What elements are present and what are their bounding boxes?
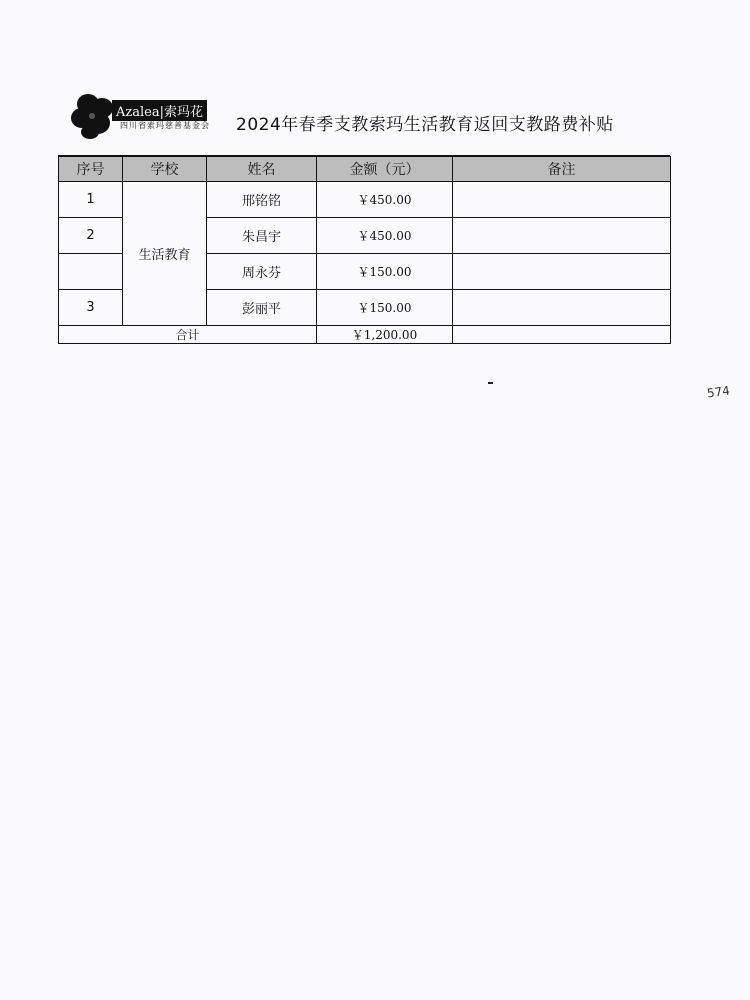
foundation-logo — [70, 90, 220, 150]
header-amount: 金额（元） — [317, 157, 453, 182]
row-name: 彭丽平 — [207, 290, 317, 326]
total-label: 合计 — [59, 326, 317, 344]
row-amount: ￥450.00 — [317, 182, 453, 218]
row-amount: ￥150.00 — [317, 290, 453, 326]
header-school: 学校 — [123, 157, 207, 182]
row-note — [453, 218, 671, 254]
row-no: 2 — [59, 218, 123, 254]
row-name: 朱昌宇 — [207, 218, 317, 254]
total-row — [59, 326, 671, 344]
subsidy-sheet — [58, 82, 670, 350]
header-no: 序号 — [59, 157, 123, 182]
azalea-flower-icon — [70, 90, 118, 140]
school-cell: 生活教育 — [123, 182, 207, 326]
header-name: 姓名 — [207, 157, 317, 182]
brand-name: Azalea|索玛花 — [112, 100, 207, 121]
row-no: 3 — [59, 290, 123, 326]
row-name: 周永芬 — [207, 254, 317, 290]
sheet-header — [58, 82, 670, 156]
row-amount: ￥450.00 — [317, 218, 453, 254]
row-amount: ￥150.00 — [317, 254, 453, 290]
row-no: 1 — [59, 182, 123, 218]
table-row — [59, 182, 671, 218]
row-note — [453, 182, 671, 218]
handwritten-note: 574 — [706, 383, 731, 401]
subsidy-table — [58, 156, 671, 344]
table-header-row — [59, 157, 671, 182]
foundation-name: 四川省索玛慈善基金会 — [120, 121, 210, 130]
row-note — [453, 290, 671, 326]
document-title: 2024年春季支教索玛生活教育返回支教路费补贴 — [236, 115, 614, 135]
ink-mark — [488, 382, 493, 384]
row-name: 邢铭铭 — [207, 182, 317, 218]
row-no — [59, 254, 123, 290]
row-note — [453, 254, 671, 290]
total-amount: ￥1,200.00 — [317, 326, 453, 344]
header-note: 备注 — [453, 157, 671, 182]
total-note — [453, 326, 671, 344]
